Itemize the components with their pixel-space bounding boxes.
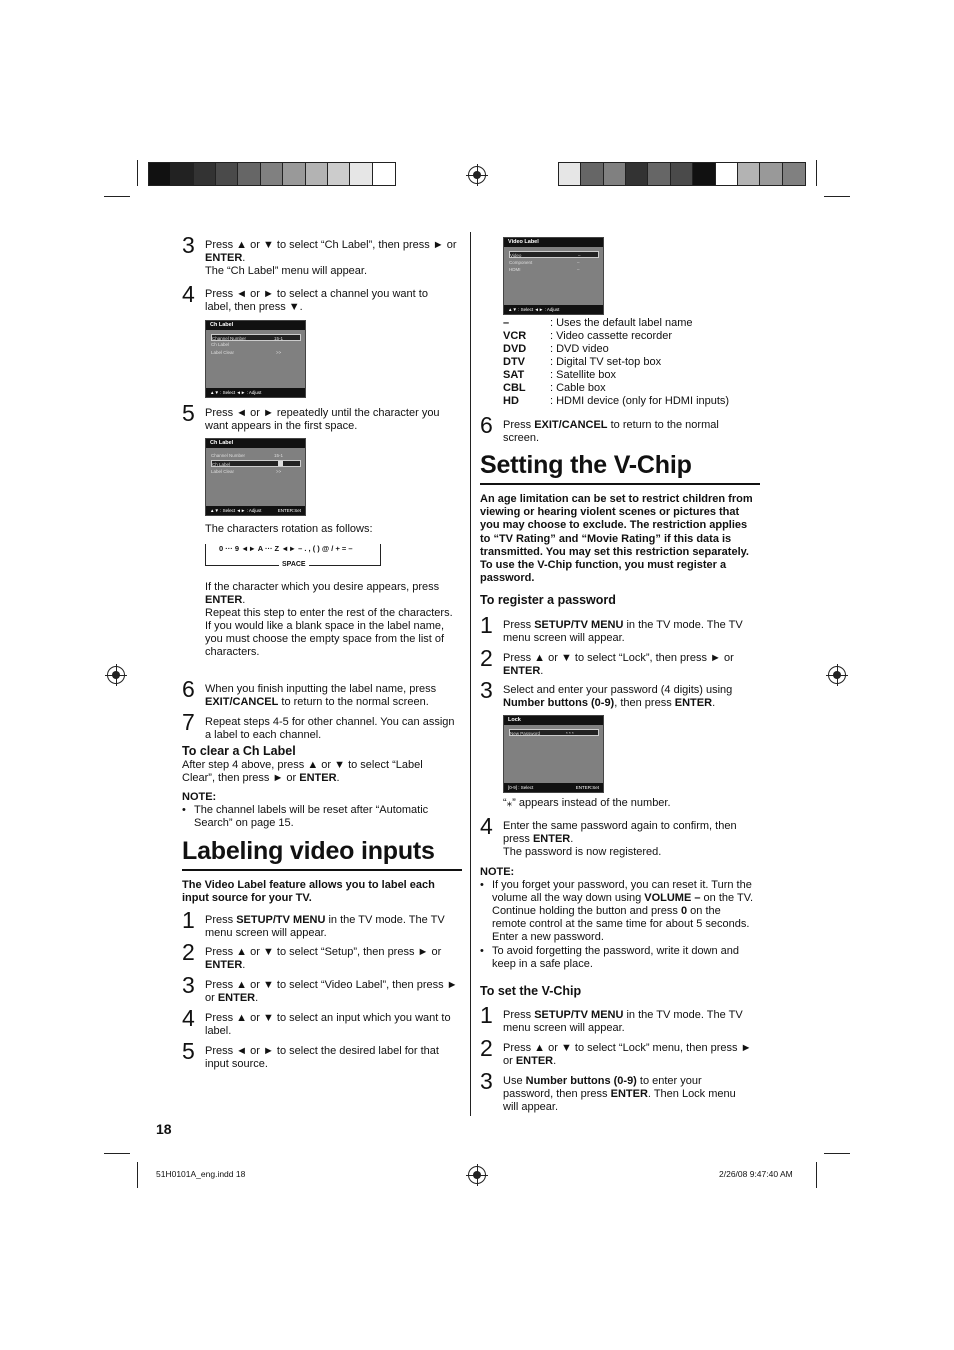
color-swatch — [149, 163, 171, 185]
color-swatch — [306, 163, 328, 185]
color-swatch — [716, 163, 738, 185]
crop-mark — [824, 1153, 850, 1154]
clear-ch-label-text: After step 4 above, press ▲ or ▼ to select “Label Clear”, then press ► or ENTER. — [182, 759, 423, 784]
color-swatch — [171, 163, 193, 185]
color-swatch — [261, 163, 283, 185]
crop-mark — [816, 1162, 817, 1188]
rotation-explanation: If the character which you desire appears, press ENTER. Repeat this step to enter the rest of the characters. If you would like a blank space in the label name, you must choose the empty space from the list of characters. — [205, 581, 453, 658]
v-chip-intro: An age limitation can be set to restrict children from viewing or hearing violent scenes or pictures that you may choose to exclude. The restriction applies to “TV Rating” and “Movie Rating” if this data is transmitted. You may set this restriction separately. To use the V-Chip function, you must register a password. — [480, 493, 753, 585]
color-bar-right — [558, 162, 806, 186]
color-swatch — [693, 163, 715, 185]
color-swatch — [626, 163, 648, 185]
color-swatch — [350, 163, 372, 185]
video-label-options-table: – : Uses the default label name VCR : Video cassette recorder DVD : DVD video DTV : Digital TV set-top box SAT : Satellite box CBL : Cable box HD : HDMI device (only for HDMI inputs) — [503, 317, 730, 407]
footer-datetime: 2/26/08 9:47:40 AM — [719, 1169, 793, 1179]
color-swatch — [373, 163, 395, 185]
section-title-rule — [480, 483, 760, 485]
crop-mark — [104, 196, 130, 197]
rotation-intro: The characters rotation as follows: — [205, 523, 373, 535]
crop-mark — [137, 1162, 138, 1188]
color-swatch — [604, 163, 626, 185]
color-swatch — [238, 163, 260, 185]
color-swatch — [760, 163, 782, 185]
right-note-bullet-2: • To avoid forgetting the password, write it down and keep in a safe place. — [480, 945, 740, 970]
footer-filename: 51H0101A_eng.indd 18 — [156, 1169, 246, 1179]
registration-mark-icon — [468, 1166, 486, 1184]
color-swatch — [216, 163, 238, 185]
ch-label-menu-screen-2: Ch Label Channel Number 15-1 Ch Label Label Clear >> ▲▼ : Select ◄► : Adjust ENTER:Set — [205, 438, 306, 516]
ch-label-menu-screen-1: Ch Label Channel Number 15-1 Ch Label Label Clear >> ▲▼ : Select ◄► : Adjust — [205, 320, 306, 398]
registration-mark-icon — [468, 166, 486, 184]
color-bar-left — [148, 162, 396, 186]
crop-mark — [137, 160, 138, 186]
section-title-setting-v-chip: Setting the V-Chip — [480, 451, 692, 479]
section-title-rule — [182, 869, 462, 871]
registration-mark-icon — [107, 666, 125, 684]
color-swatch — [671, 163, 693, 185]
crop-mark — [104, 1153, 130, 1154]
left-note-bullet: • The channel labels will be reset after “Automatic Search” on page 15. — [182, 804, 429, 829]
color-swatch — [783, 163, 805, 185]
clear-ch-label-heading: To clear a Ch Label — [182, 744, 296, 758]
column-divider — [470, 232, 471, 1116]
left-note-heading: NOTE: — [182, 791, 217, 803]
page-number: 18 — [156, 1121, 172, 1137]
registration-mark-icon — [828, 666, 846, 684]
lock-menu-screen: Lock New Password * * * _ [0-9] : Select ENTER:Set — [503, 715, 604, 793]
color-swatch — [648, 163, 670, 185]
right-note-heading: NOTE: — [480, 866, 515, 878]
labeling-intro: The Video Label feature allows you to label each input source for your TV. — [182, 879, 435, 905]
section-title-labeling-video-inputs: Labeling video inputs — [182, 837, 435, 865]
crop-mark — [824, 196, 850, 197]
color-swatch — [283, 163, 305, 185]
crop-mark — [816, 160, 817, 186]
color-swatch — [328, 163, 350, 185]
color-swatch — [559, 163, 581, 185]
register-password-heading: To register a password — [480, 593, 616, 607]
character-rotation-diagram: 0 ··· 9 ◄► A ··· Z ◄► – . , ( ) @ / + = – SPACE — [205, 544, 381, 572]
color-swatch — [581, 163, 603, 185]
color-swatch — [194, 163, 216, 185]
video-label-menu-screen: Video Label Video – Component – HDMI – ▲▼ : Select ◄► : Adjust — [503, 237, 604, 315]
color-swatch — [738, 163, 760, 185]
set-v-chip-heading: To set the V-Chip — [480, 984, 582, 998]
asterisk-note: “⁎” appears instead of the number. — [503, 797, 671, 809]
right-note-bullet-1: • If you forget your password, you can reset it. Turn the volume all the way down using VOLUME – on the TV. Continue holding the button and press 0 on the remote control at the same time for about 5 seconds. Enter a new password. — [480, 879, 754, 943]
